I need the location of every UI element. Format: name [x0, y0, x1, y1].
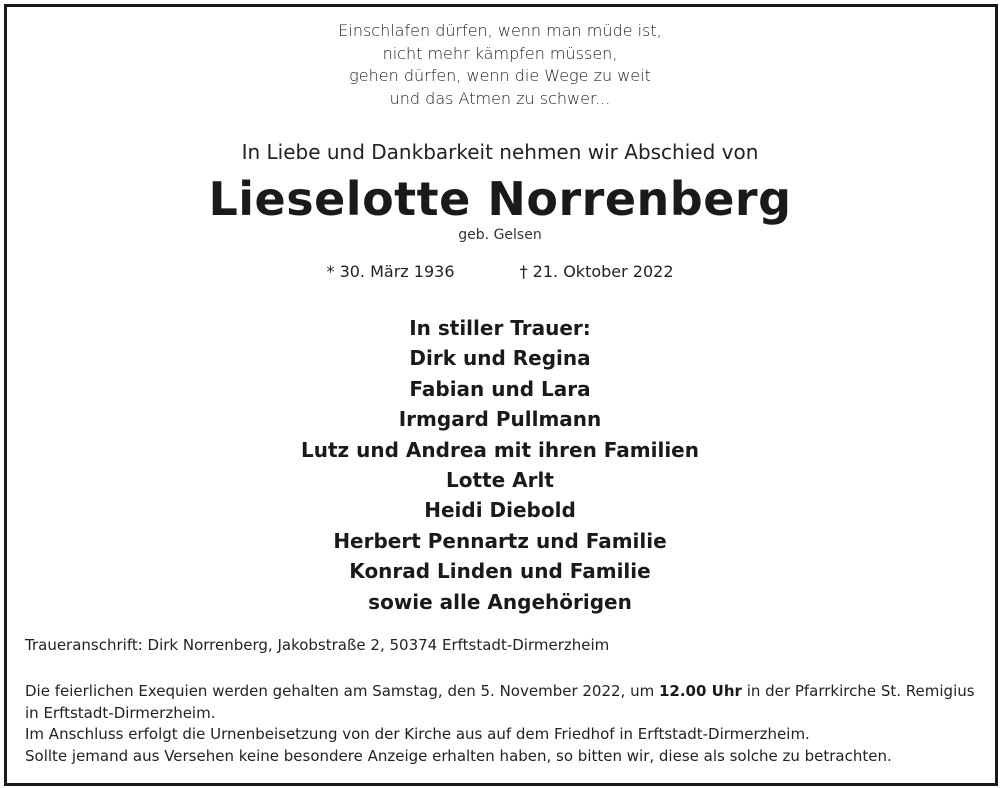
service-line	[25, 681, 985, 703]
death-date: † 21. Oktober 2022	[519, 262, 674, 281]
mourner-name: Heidi Diebold	[424, 498, 576, 523]
mourner-name: Lutz und Andrea mit ihren Familien	[301, 437, 699, 462]
poem-line: nicht mehr kämpfen müssen,	[382, 43, 618, 63]
mourner-name: sowie alle Angehörigen	[368, 589, 632, 614]
service-line: Sollte jemand aus Versehen keine besondere Anzeige erhalten haben, so bitten wir, diese als solche zu betrachten.	[25, 746, 892, 765]
mourner-name: Irmgard Pullmann	[398, 407, 602, 432]
mourner-name: Lotte Arlt	[446, 467, 554, 492]
poem-line: Einschlafen dürfen, wenn man müde ist,	[338, 21, 662, 40]
service-time: 12.00 Uhr	[658, 682, 742, 700]
birth-name: geb. Gelsen	[458, 227, 542, 243]
service-info	[25, 681, 985, 767]
mourners-heading: In stiller Trauer:	[409, 316, 591, 340]
intro-text: In Liebe und Dankbarkeit nehmen wir Abschied von	[241, 140, 759, 164]
poem-line: gehen dürfen, wenn die Wege zu weit	[349, 66, 651, 85]
mourner-name: Dirk und Regina	[409, 346, 591, 371]
mourning-address: Traueranschrift: Dirk Norrenberg, Jakobstraße 2, 50374 Erftstadt-Dirmerzheim	[25, 636, 610, 654]
mourner-name: Konrad Linden und Familie	[349, 559, 651, 584]
service-line: in Erftstadt-Dirmerzheim.	[25, 703, 216, 722]
life-dates	[0, 262, 1000, 281]
deceased-name: Lieselotte Norrenberg	[208, 172, 792, 226]
poem-line: und das Atmen zu schwer...	[389, 88, 611, 108]
mourner-name: Herbert Pennartz und Familie	[333, 528, 667, 553]
mourners-list	[0, 313, 1000, 617]
service-line: Im Anschluss erfolgt die Urnenbeisetzung von der Kirche aus auf dem Friedhof in Erftstadt-Dirmerzheim.	[25, 725, 810, 743]
poem	[0, 20, 1000, 110]
birth-date: * 30. März 1936	[326, 262, 455, 281]
service-text: Die feierlichen Exequien werden gehalten am Samstag, den 5. November 2022, um	[25, 682, 659, 700]
service-text: in der Pfarrkirche St. Remigius	[741, 682, 975, 700]
mourner-name: Fabian und Lara	[409, 376, 591, 401]
